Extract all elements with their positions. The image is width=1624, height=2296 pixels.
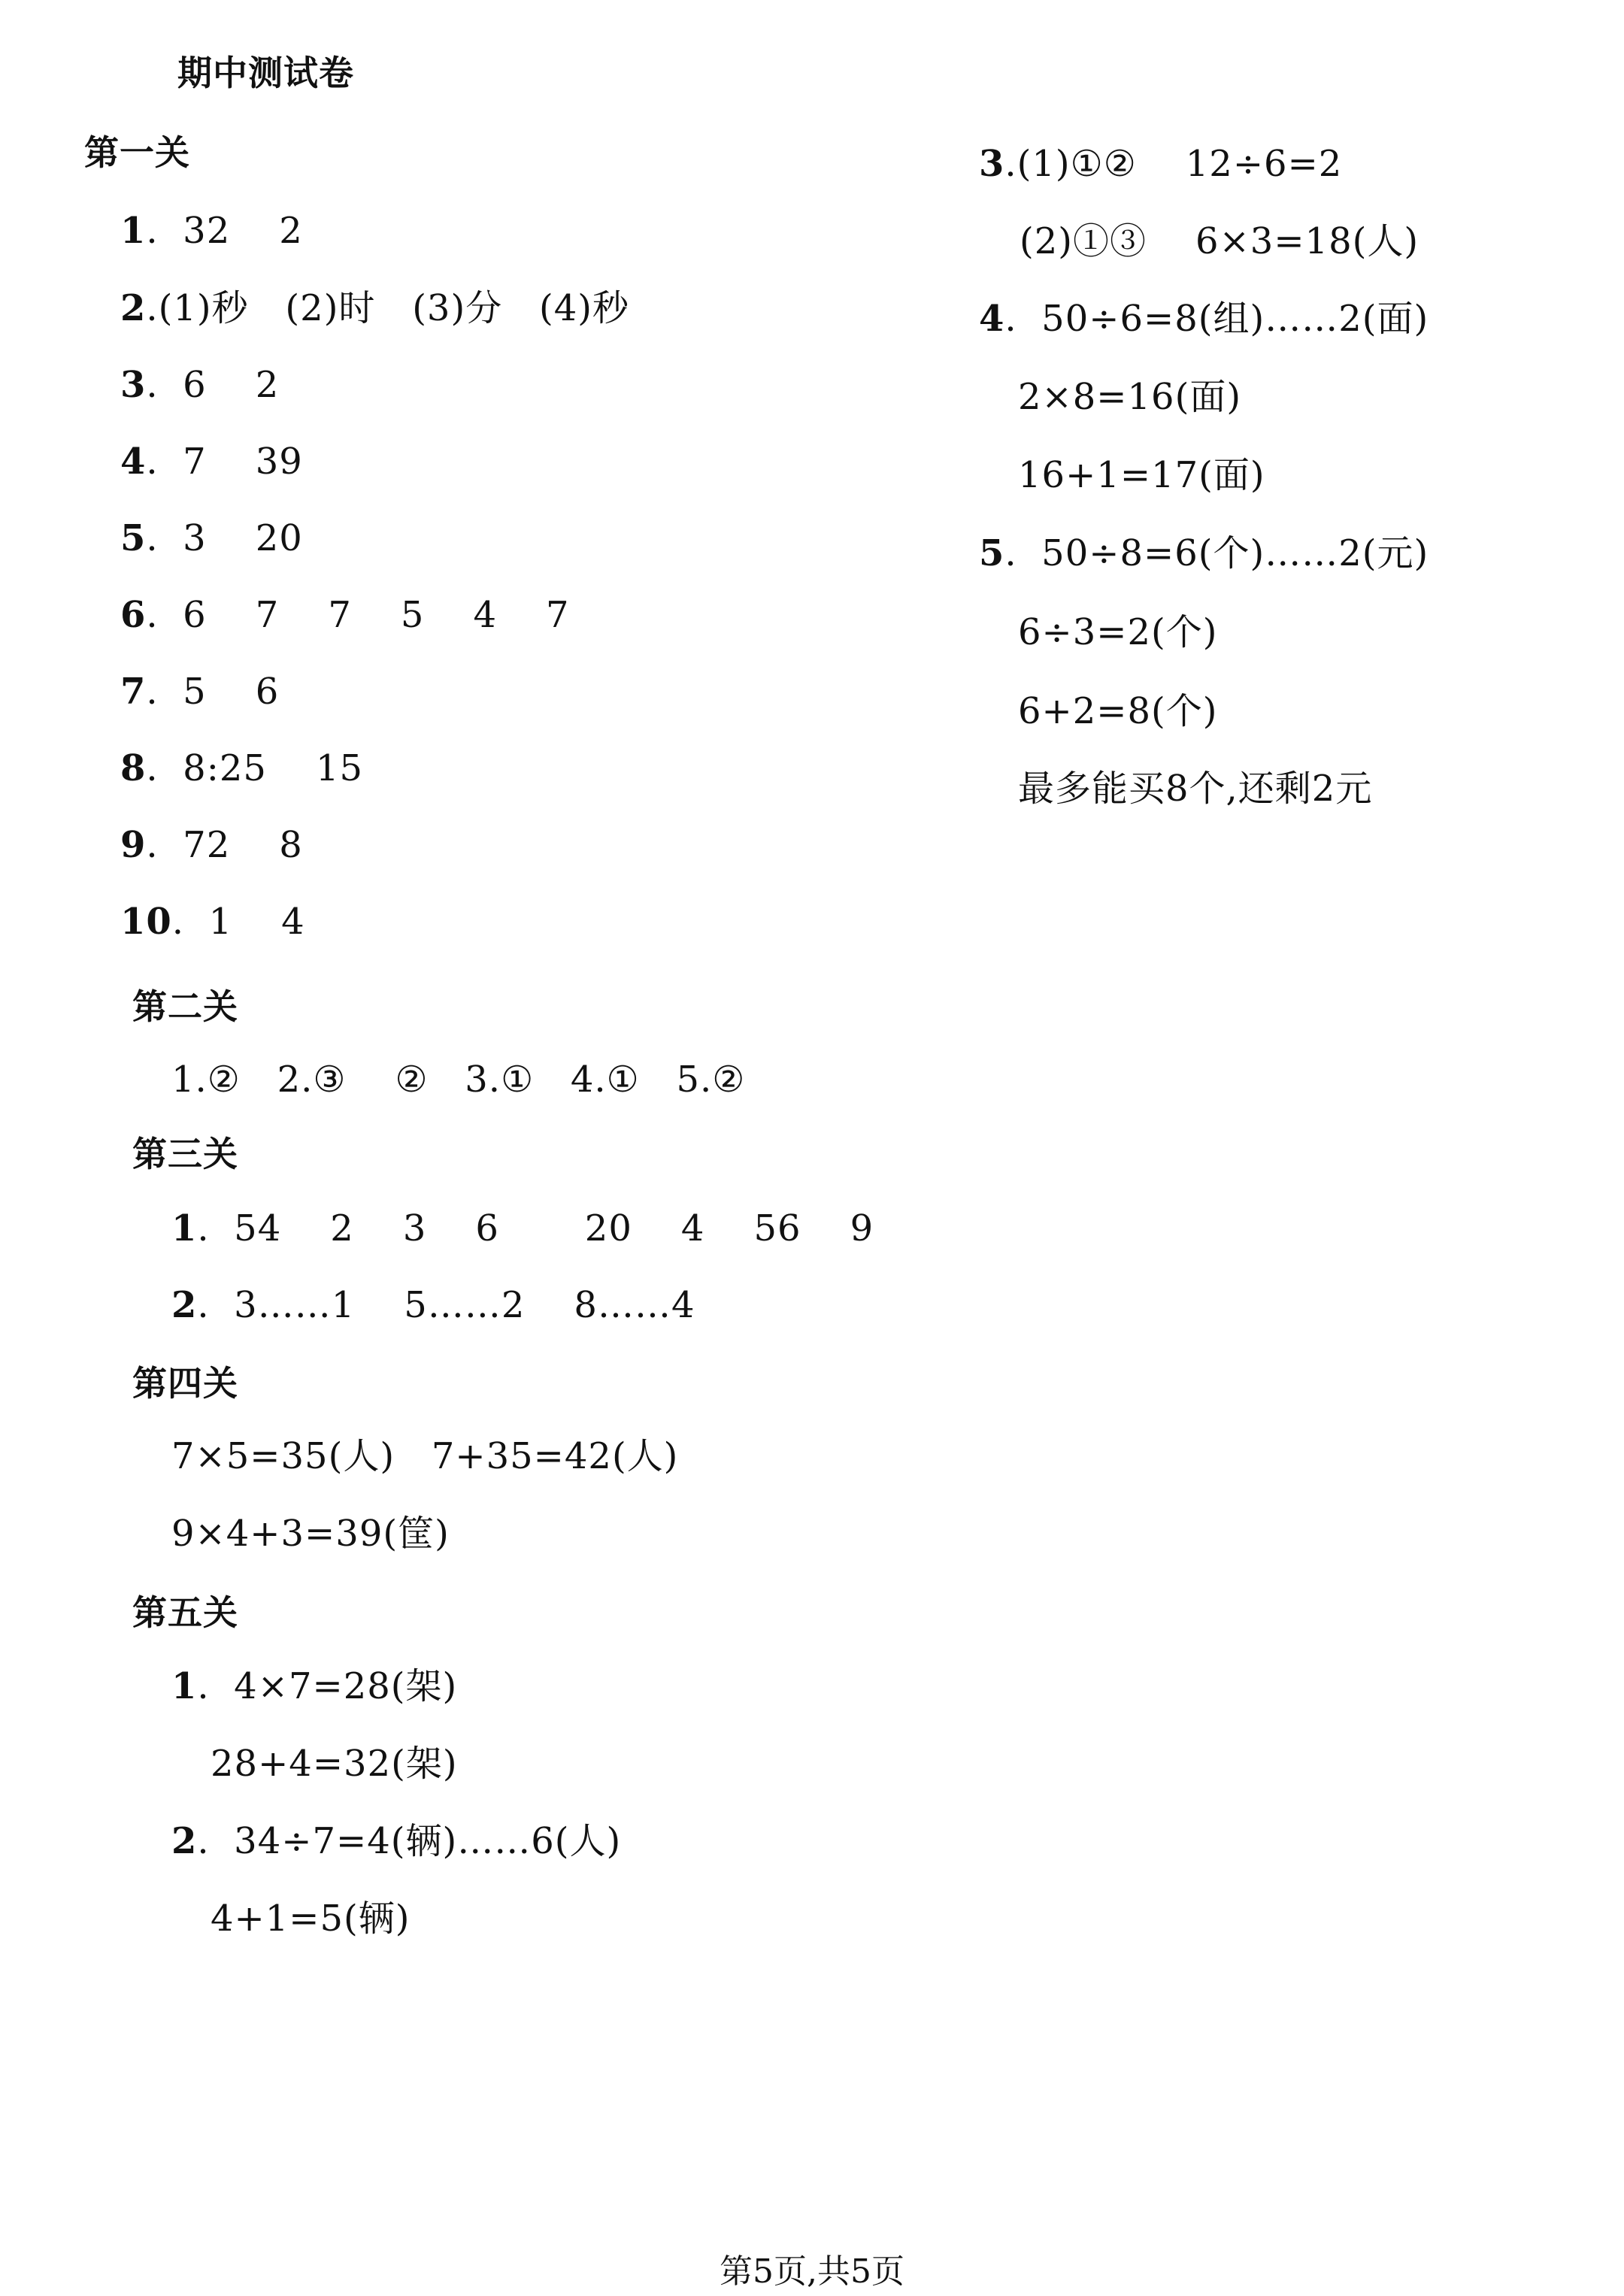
answer-line	[120, 364, 280, 406]
answer-text: . 50÷8=6(个)……2(元)	[1004, 532, 1429, 574]
answer-line	[171, 1207, 874, 1249]
answer-text: . 50÷6=8(组)……2(面)	[1004, 298, 1429, 340]
answer-line	[120, 210, 303, 252]
answer-line	[120, 594, 570, 636]
answer-text: .(1)秒 (2)时 (3)分 (4)秒	[146, 287, 629, 329]
question-number: 6	[120, 594, 147, 636]
answer-text: . 1 4	[171, 901, 305, 943]
answer-line	[120, 287, 629, 329]
section-title: 第四关	[132, 1363, 238, 1404]
answer-text: . 34÷7=4(辆)……6(人)	[197, 1820, 622, 1862]
section-title: 第二关	[132, 986, 238, 1027]
answer-line	[171, 1284, 695, 1326]
answer-line: 最多能买8个,还剩2元	[1018, 768, 1373, 810]
question-number: 7	[120, 671, 147, 713]
answer-line	[979, 298, 1429, 340]
page-footer: 第5页,共5页	[720, 2252, 904, 2291]
question-number: 4	[979, 298, 1005, 340]
question-number: 2	[120, 287, 147, 329]
answer-line	[120, 901, 305, 943]
answer-line: 1.② 2.③ ② 3.① 4.① 5.②	[171, 1059, 746, 1101]
answer-line: 7×5=35(人) 7+35=42(人)	[171, 1435, 679, 1477]
question-number: 1	[120, 210, 147, 252]
answer-line: (2)①③ 6×3=18(人)	[1020, 220, 1419, 262]
answer-line	[120, 517, 303, 559]
answer-text: . 5 6	[146, 671, 280, 713]
answer-line	[120, 671, 280, 713]
question-number: 8	[120, 747, 147, 789]
answer-text: . 6 7 7 5 4 7	[146, 594, 570, 636]
question-number: 3	[120, 364, 147, 406]
answer-text: . 3 20	[146, 517, 303, 559]
section-title: 第一关	[84, 132, 190, 173]
answer-text: . 6 2	[146, 364, 280, 406]
question-number: 5	[979, 532, 1005, 574]
answer-text: . 7 39	[146, 441, 303, 483]
answer-line: 4+1=5(辆)	[211, 1898, 411, 1940]
question-number: 9	[120, 824, 147, 866]
answer-line	[171, 1820, 622, 1862]
answer-line: 6+2=8(个)	[1018, 690, 1218, 732]
page-title: 期中测试卷	[177, 53, 354, 93]
answer-line: 9×4+3=39(筐)	[171, 1513, 450, 1555]
answer-line: 6÷3=2(个)	[1018, 611, 1218, 653]
question-number: 1	[171, 1665, 198, 1707]
answer-text: . 32 2	[146, 210, 303, 252]
section-title: 第三关	[132, 1134, 238, 1174]
answer-line	[120, 441, 303, 483]
answer-text: . 72 8	[146, 824, 303, 866]
question-number: 2	[171, 1284, 198, 1326]
section-title: 第五关	[132, 1592, 238, 1633]
question-number: 4	[120, 441, 147, 483]
question-number: 10	[120, 901, 172, 943]
question-number: 2	[171, 1820, 198, 1862]
answer-text: .(1)①② 12÷6=2	[1004, 143, 1343, 185]
question-number: 5	[120, 517, 147, 559]
answer-text: . 8:25 15	[146, 747, 364, 789]
answer-line: 2×8=16(面)	[1018, 376, 1242, 418]
answer-text: . 3……1 5……2 8……4	[197, 1284, 695, 1326]
question-number: 1	[171, 1207, 198, 1249]
answer-line	[979, 532, 1429, 574]
answer-line	[979, 143, 1343, 185]
answer-line: 16+1=17(面)	[1018, 454, 1265, 496]
answer-line	[171, 1665, 458, 1707]
answer-line	[120, 824, 303, 866]
answer-line: 28+4=32(架)	[211, 1743, 458, 1785]
answer-line	[120, 747, 364, 789]
answer-text: . 4×7=28(架)	[197, 1665, 458, 1707]
answer-text: . 54 2 3 6 20 4 56 9	[197, 1207, 874, 1249]
question-number: 3	[979, 143, 1005, 185]
